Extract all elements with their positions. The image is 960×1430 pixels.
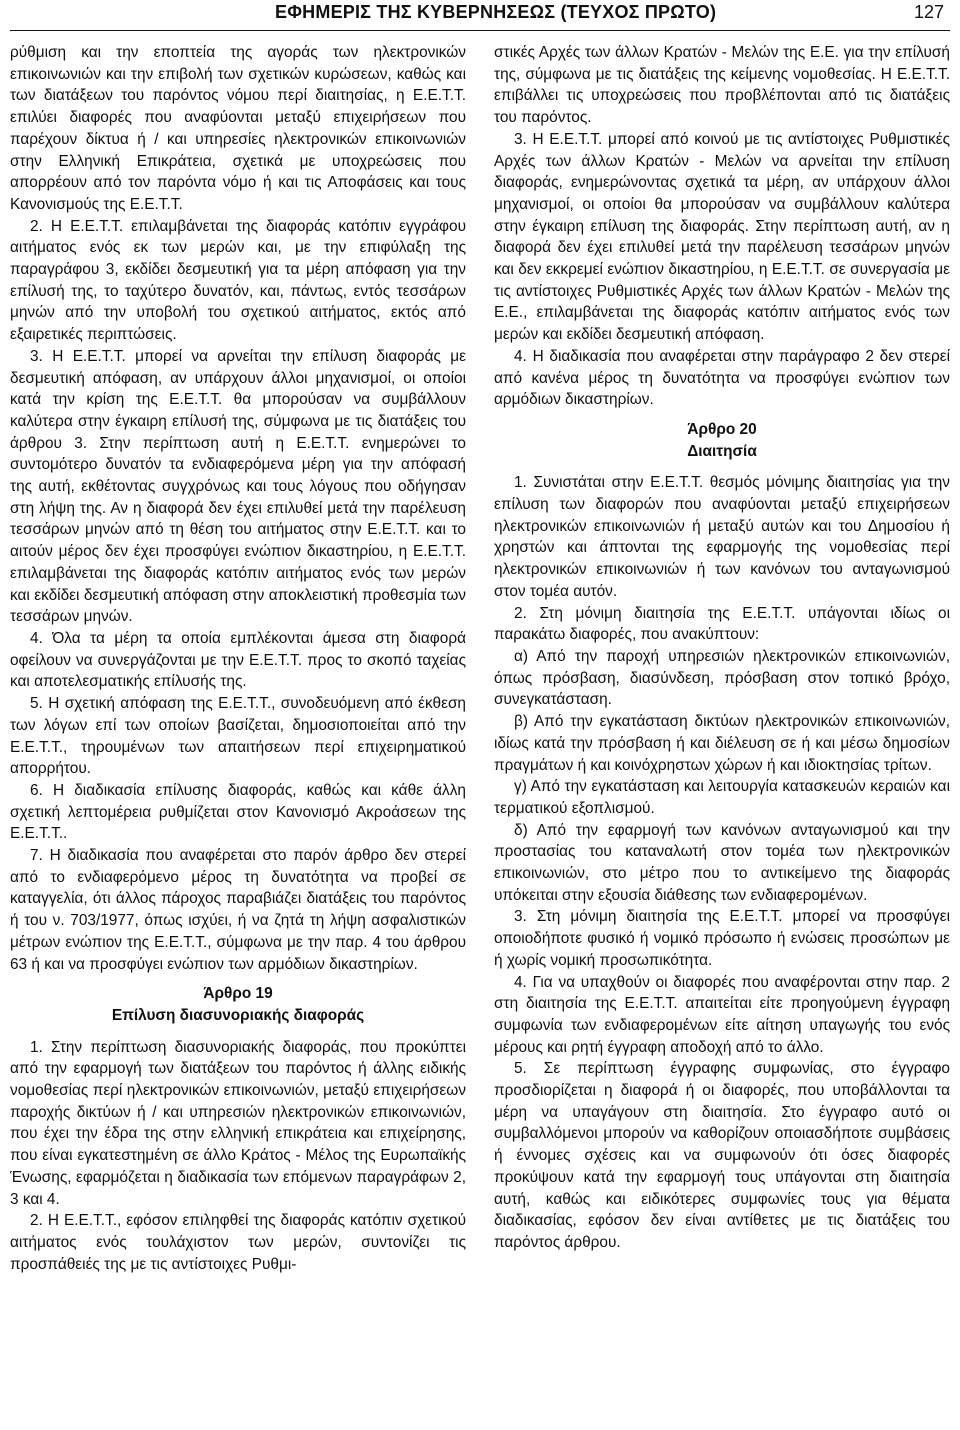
paragraph: στικές Αρχές των άλλων Κρατών - Μελών της Ε.Ε. για την επίλυσή της, σύμφωνα με τις διατάξεις της κείμενης νομοθεσίας. Η Ε.Ε.Τ.Τ. επιβάλλει τις υποχρεώσεις που προβλέπονται από τις διατάξεις του παρόντος. xyxy=(494,44,950,127)
gazette-title: ΕΦΗΜΕΡΙΣ ΤΗΣ ΚΥΒΕΡΝΗΣΕΩΣ (ΤΕΥΧΟΣ ΠΡΩΤΟ) xyxy=(275,2,717,22)
text-columns xyxy=(10,42,950,1275)
paragraph: β) Από την εγκατάσταση δικτύων ηλεκτρονικών επικοινωνιών, ιδίως κατά την πρόσβαση ή και διέλευση σε ή και μέσω δημοσίων πραγμάτων ή και κοινόχρηστων χώρων ή και ιδιοκτησίας τρίτων. xyxy=(494,713,950,774)
page-number: 127 xyxy=(913,2,944,22)
paragraph: 3. Στη μόνιμη διαιτησία της Ε.Ε.Τ.Τ. μπορεί να προσφύγει οποιοδήποτε φυσικό ή νομικό πρόσωπο ή ενώσεις προσώπων με ή χωρίς νομική προσωπικότητα. xyxy=(494,908,950,969)
paragraph: 1. Στην περίπτωση διασυνοριακής διαφοράς, που προκύπτει από την εφαρμογή των διατάξεων του παρόντος ή άλλης ειδικής νομοθεσίας περί ηλεκτρονικών επικοινωνιών, μεταξύ επιχειρήσεων παροχής δικτύων ή / και υπηρεσιών ηλεκτρονικών επικοινωνιών, που έχει την έδρα της στην ελληνική επικράτεια και επιχείρησης, που είναι εγκατεστημένη σε άλλο Κράτος - Μέλος της Ευρωπαϊκής Ένωσης, εφαρμόζεται η διαδικασία των επόμενων παραγράφων 2, 3 και 4. xyxy=(10,1038,466,1208)
right-column xyxy=(494,42,950,1275)
article-20-heading: Άρθρο 20 xyxy=(687,420,757,438)
paragraph: α) Από την παροχή υπηρεσιών ηλεκτρονικών επικοινωνιών, όπως πρόσβαση, διασύνδεση, πρόσβαση στον τοπικό βρόχο, συνεγκατάσταση. xyxy=(494,647,950,709)
paragraph: 5. Σε περίπτωση έγγραφης συμφωνίας, στο έγγραφο προσδιορίζεται η διαφορά ή οι διαφορές, που υποβάλλονται τα μέρη να υπαγάγουν στη διαιτησία. Στο έγγραφο αυτό οι συμβαλλόμενοι μπορούν να καθορίζουν οποιασδήποτε συμβάσεις ή έννομες σχέσεις και να συμφωνούν ότι όσες διαφορές προκύψουν κατά την εφαρμογή τους υπάγονται στη διαιτησία αυτή, καθώς και ειδικότερες συμφωνίες τους για θέματα διαδικασίας, εφόσον δεν είναι αντίθετες με τις διατάξεις του παρόντος άρθρου. xyxy=(494,1060,950,1251)
article-19-heading: Άρθρο 19 xyxy=(203,985,273,1003)
article-20-title: Διαιτησία xyxy=(687,442,757,460)
paragraph: 2. Στη μόνιμη διαιτησία της Ε.Ε.Τ.Τ. υπάγονται ιδίως οι παρακάτω διαφορές, που ανακύπτουν: xyxy=(494,604,950,644)
left-column xyxy=(10,42,466,1275)
paragraph: 6. Η διαδικασία επίλυσης διαφοράς, καθώς και κάθε άλλη σχετική λεπτομέρεια ρυθμίζεται στον Κανονισμό Ακροάσεων της Ε.Ε.Τ.Τ.. xyxy=(10,781,466,843)
paragraph: 4. Για να υπαχθούν οι διαφορές που αναφέρονται στην παρ. 2 στη διαιτησία της Ε.Ε.Τ.Τ. απαιτείται είτε προηγούμενη έγγραφη συμφωνία των ενδιαφερομένων είτε αίτηση υπαγωγής του ενός μέρους και ρητή έγγραφη αποδοχή από το άλλο. xyxy=(494,973,950,1056)
paragraph: 3. Η Ε.Ε.Τ.Τ. μπορεί να αρνείται την επίλυση διαφοράς με δεσμευτική απόφαση, αν υπάρχουν άλλοι μηχανισμοί, οι οποίοι κατά την κρίση της Ε.Ε.Τ.Τ. θα μπορούσαν να συμβάλλουν καλύτερα στην έγκαιρη επίλυσή της, σύμφωνα με τις διατάξεις του άρθρου 3. Στην περίπτωση αυτή η Ε.Ε.Τ.Τ. ενημερώνει το συντομότερο δυνατόν τα ενδιαφερόμενα μέρη για την απόφασή της αυτή, εκθέτοντας συγχρόνως και τους λόγους που οδήγησαν στη λήψη της. Αν η διαφορά δεν έχει επιλυθεί μετά την παρέλευση τεσσάρων μηνών από τη θέση του αιτήματος στην Ε.Ε.Τ.Τ. και το αιτούν μέρος δεν έχει προσφύγει ενώπιον δικαστηρίου, η Ε.Ε.Τ.Τ. επιλαμβάνεται της διαφοράς κατόπιν αιτήματος ενός των μερών και εκδίδει δεσμευτική απόφαση στην αποκλειστική προθεσμία των τεσσάρων μηνών. xyxy=(10,347,466,626)
article-19-title: Επίλυση διασυνοριακής διαφοράς xyxy=(111,1006,365,1024)
page-header xyxy=(10,0,950,31)
paragraph: 2. Η Ε.Ε.Τ.Τ. επιλαμβάνεται της διαφοράς κατόπιν εγγράφου αιτήματος ενός εκ των μερών και, με την επιφύλαξη της παραγράφου 3, εκδίδει δεσμευτική για τα μέρη απόφαση για την επίλυσή της, το ταχύτερο δυνατόν, και, πάντως, εντός τεσσάρων μηνών από την υποβολή του σχετικού αιτήματος, εκτός από εξαιρετικές περιπτώσεις. xyxy=(10,217,466,344)
paragraph: 7. Η διαδικασία που αναφέρεται στο παρόν άρθρο δεν στερεί από το ενδιαφερόμενο μέρος τη δυνατότητα να προβεί σε καταγγελία, ότι άλλος πάροχος παραβιάζει διατάξεις του παρόντος ή του ν. 703/1977, όπως ισχύει, ή να ζητά τη λήψη ασφαλιστικών μέτρων ενώπιον της Ε.Ε.Τ.Τ., σύμφωνα με την παρ. 4 του άρθρου 63 ή και να προσφύγει ενώπιον των αρμόδιων δικαστηρίων. xyxy=(10,847,466,973)
paragraph: 4. Η διαδικασία που αναφέρεται στην παράγραφο 2 δεν στερεί από κανένα μέρος τη δυνατότητα να προσφύγει ενώπιον των αρμόδιων δικαστηρίων. xyxy=(494,347,950,409)
paragraph: 5. Η σχετική απόφαση της Ε.Ε.Τ.Τ., συνοδευόμενη από έκθεση των λόγων επί των οποίων βασίζεται, δημοσιοποιείται από την Ε.Ε.Τ.Τ., τηρουμένων των απαιτήσεων περί επιχειρηματικού απορρήτου. xyxy=(10,695,466,778)
paragraph: 4. Όλα τα μέρη τα οποία εμπλέκονται άμεσα στη διαφορά οφείλουν να συνεργάζονται με την Ε.Ε.Τ.Τ. προς το σκοπό ταχείας και αποτελεσματικής επίλυσής της. xyxy=(10,629,466,691)
paragraph: δ) Από την εφαρμογή των κανόνων ανταγωνισμού και την προστασίας του καταναλωτή στον τομέα των ηλεκτρονικών επικοινωνιών, στο μέτρο που το αντικείμενο της διαφοράς υπόκειται στην εξουσία διάθεσης των ενδιαφερομένων. xyxy=(494,821,950,904)
paragraph: 3. Η Ε.Ε.Τ.Τ. μπορεί από κοινού με τις αντίστοιχες Ρυθμιστικές Αρχές των άλλων Κρατών - Μελών να αρνείται την επίλυση διαφοράς, ενημερώνοντας σχετικά τα μέρη, αν υπάρχουν άλλοι μηχανισμοί, οι οποίοι θα μπορούσαν να συμβάλλουν καλύτερα στην έγκαιρη επίλυση της διαφοράς. Στην περίπτωση αυτή, αν η διαφορά δεν έχει επιλυθεί μετά την παρέλευση τεσσάρων μηνών και δεν εκκρεμεί ενώπιον δικαστηρίου, η Ε.Ε.Τ.Τ. σε συνεργασία με τις αντίστοιχες Ρυθμιστικές Αρχές των άλλων Κρατών - Μελών της Ε.Ε., επιλαμβάνεται της διαφοράς κατόπιν αιτήματος ενός των μερών και εκδίδει δεσμευτική απόφαση. xyxy=(494,130,950,344)
paragraph: γ) Από την εγκατάσταση και λειτουργία κατασκευών κεραιών και τερματικού εξοπλισμού. xyxy=(494,778,950,817)
paragraph: ρύθμιση και την εποπτεία της αγοράς των ηλεκτρονικών επικοινωνιών και την επιβολή των σχετικών κυρώσεων, καθώς και των διατάξεων του παρόντος νόμου περί διαιτησίας, η Ε.Ε.Τ.Τ. επιλύει διαφορές που αναφύονται μεταξύ επιχειρήσεων που παρέχουν δίκτυα ή / και υπηρεσίες ηλεκτρονικών επικοινωνιών στην Ελληνική Επικράτεια, σχετικά με υποχρεώσεις που απορρέουν από τον παρόντα νόμο ή και τις Αποφάσεις και τους Κανονισμούς της Ε.Ε.Τ.Τ. xyxy=(10,44,466,213)
paragraph: 1. Συνιστάται στην Ε.Ε.Τ.Τ. θεσμός μόνιμης διαιτησίας για την επίλυση των διαφορών που αναφύονται μεταξύ επιχειρήσεων ηλεκτρονικών επικοινωνιών ή μεταξύ αυτών και του Δημοσίου ή χρηστών και άπτονται της εφαρμογής της νομοθεσίας περί ηλεκτρονικών επικοινωνιών ή των κανόνων του ανταγωνισμού στον τομέα αυτόν. xyxy=(494,474,950,600)
paragraph: 2. Η Ε.Ε.Τ.Τ., εφόσον επιληφθεί της διαφοράς κατόπιν σχετικού αιτήματος ενός τουλάχιστον των μερών, συντονίζει τις προσπάθειές της με τις αντίστοιχες Ρυθμι- xyxy=(10,1212,466,1273)
